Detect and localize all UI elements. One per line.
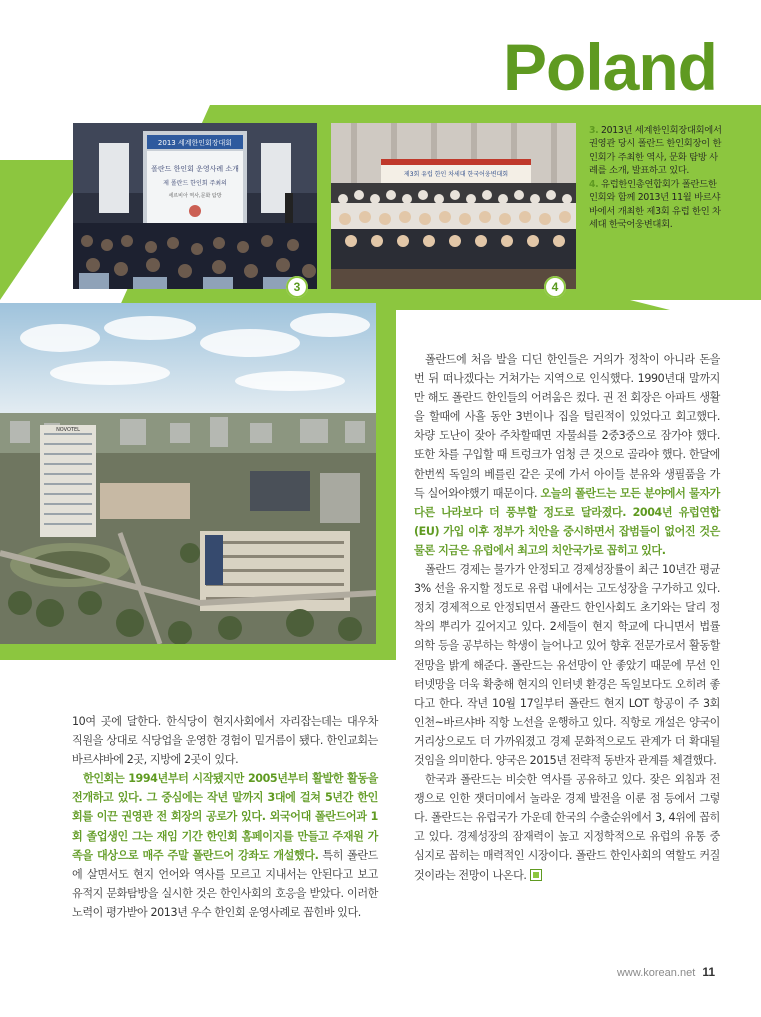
photo4-banner-title: 제3회 유럽 한인 차세대 한국어웅변대회 xyxy=(403,171,509,178)
photo3-banner-title: 2013 세계한인회장대회 xyxy=(157,139,233,147)
photo3-slide-line3: 세르비아 역사,문화 탐방 xyxy=(168,193,222,199)
article-end-icon xyxy=(530,869,542,881)
right-paragraph-2: 폴란드 경제는 물가가 안정되고 경제성장률이 최근 10년간 평균 3% 선을 유지할 정도로 유럽 내에서는 고도성장을 구가하고 있다. 정치 경제적으로 안정되면서 폴란드 한인사회도 초기와는 달리 정착의 뿌리가 깊어지고 있다. 2세들이 현지 학교에 다니면서 법률 의학 등을 공부하는 학생이 늘어나고 있어 향후 전문가로서 활동할 전망을 밝게 해준다. 폴란드는 유선망이 안 좋았기 때문에 무선 인터넷망을 더욱 확충해 현지의 인터넷 환경은 독일보다도 오히려 좋다고 한다. 작년 10월 17일부터 폴란드 현지 LOT 항공이 주 3회 인천~바르샤바 직항 노선을 운행하고 있다. 직항로 개설은 양국이 거리상으로도 더 가까워졌고 경제 문화적으로도 관계가 더 확대될 것임을 의미한다. 양국은 2015년 전략적 동반자 관계를 체결했다. xyxy=(414,563,720,767)
page-number: 11 xyxy=(702,965,715,979)
photo4-number-badge: 4 xyxy=(544,276,566,298)
left-paragraph-1: 10여 곳에 달한다. 한식당이 현지사회에서 자리잡는데는 대우차 직원을 상대로 식당업을 운영한 경험이 밑거름이 됐다. 한인교회는 바르샤바에 2곳, 지방에 2곳이 있다. xyxy=(72,715,378,767)
caption-4: 4. 유럽한인총연합회가 폴란드한인회와 함께 2013년 11월 바르샤바에서 개최한 제3회 유럽 한인 차세대 한국어웅변대회. xyxy=(589,179,721,231)
right-paragraph-1: 폴란드에 처음 발을 디딘 한인들은 거의가 정착이 아니라 돈을 번 뒤 떠나겠다는 거쳐가는 지역으로 인식했다. 1990년대 말까지만 해도 폴란드 한인들의 어려움은 컸다. 권 전 회장은 아파트 생활을 할때에 사흘 동안 3번이나 집을 털린적이 있었다고 회고했다. 차량 도난이 잦아 주차할때면 자물쇠를 2중3중으로 잠가야 했다. 또한 차를 구입할 때 트렁크가 엄청 큰 것으로 골라야 했다. 한달에 한번씩 독일의 베를린 같은 곳에 가서 아이들 분유와 생필품을 가득 실어와야했기 때문이다. 오늘의 폴란드는 모든 분야에서 물자가 다른 나라보다 더 풍부할 정도로 달라졌다. 2004년 유럽연합(EU) 가입 이후 정부가 치안을 중시하면서 잡범들이 없어진 것은 물론 지금은 유럽에서 최고의 치안국가로 꼽히고 있다. xyxy=(414,353,720,557)
city-tower-label: NOVOTEL xyxy=(56,427,80,433)
photo-group-speech-contest xyxy=(331,123,576,289)
photo3-slide-line2: 제 폴란드 한인회 주최의 xyxy=(163,180,227,187)
left-paragraph-2 xyxy=(72,769,378,922)
photo3-slide-line1: 폴란드 한인회 운영사례 소개 xyxy=(151,165,239,173)
country-title: Poland xyxy=(502,30,717,104)
right-column-text xyxy=(414,350,720,885)
right-paragraph-3: 한국과 폴란드는 비슷한 역사를 공유하고 있다. 잦은 외침과 전쟁으로 인한 잿더미에서 놀라운 경제 발전을 이룬 점 등에서 그렇다. 폴란드는 유럽국가 가운데 한국의 수출순위에서 3, 4위에 꼽히고 있다. 경제성장의 잠재력이 높고 지정학적으로 유럽의 유통 중심지로 꼽히는 매력적인 시장이다. 폴란드 한인사회의 역할도 커질 것이라는 전망이 나온다. xyxy=(414,773,720,882)
left-column-text xyxy=(72,712,378,922)
left-highlight-text: 한인회는 1994년부터 시작됐지만 2005년부터 활발한 활동을 전개하고 있다. 그 중심에는 작년 말까지 3대에 걸쳐 5년간 한인회를 이끈 권영관 전 회장의 공로가 있다. 외국어대 폴란드어과 1회 졸업생인 그는 재임 기간 한인회 홈페이지를 만들고 주재원 가족을 대상으로 매주 주말 폴란드어 강좌도 개설했다. xyxy=(72,772,378,862)
page-footer xyxy=(617,965,715,979)
footer-website[interactable]: www.korean.net xyxy=(616,967,696,979)
photo3-number-badge: 3 xyxy=(286,276,308,298)
photo-captions xyxy=(589,124,724,232)
right-highlight-text: 오늘의 폴란드는 모든 분야에서 물자가 다른 나라보다 더 풍부할 정도로 달라졌다. 2004년 유럽연합(EU) 가입 이후 정부가 치안을 중시하면서 잡범들이 없어진 것은 물론 지금은 유럽에서 최고의 치안국가로 꼽히고 있다. xyxy=(414,486,720,557)
caption-3: 3. 2013년 세계한인회장대회에서 권영관 당시 폴란드 한인회장이 한인회가 주최한 역사, 문화 탐방 사례를 소개, 발표하고 있다. xyxy=(589,125,722,176)
photo-conference-presentation xyxy=(73,123,317,289)
left-paragraph-2-rest: 특히 폴란드에 살면서도 현지 언어와 역사를 모르고 지내서는 안된다고 보고 유적지 문화탐방을 실시한 것은 한인사회의 호응을 받았다. 이러한 노력이 평가받아 2013년 우수 한인회 운영사례로 꼽힌바 있다. xyxy=(72,848,378,919)
photo-warsaw-aerial xyxy=(0,303,376,644)
